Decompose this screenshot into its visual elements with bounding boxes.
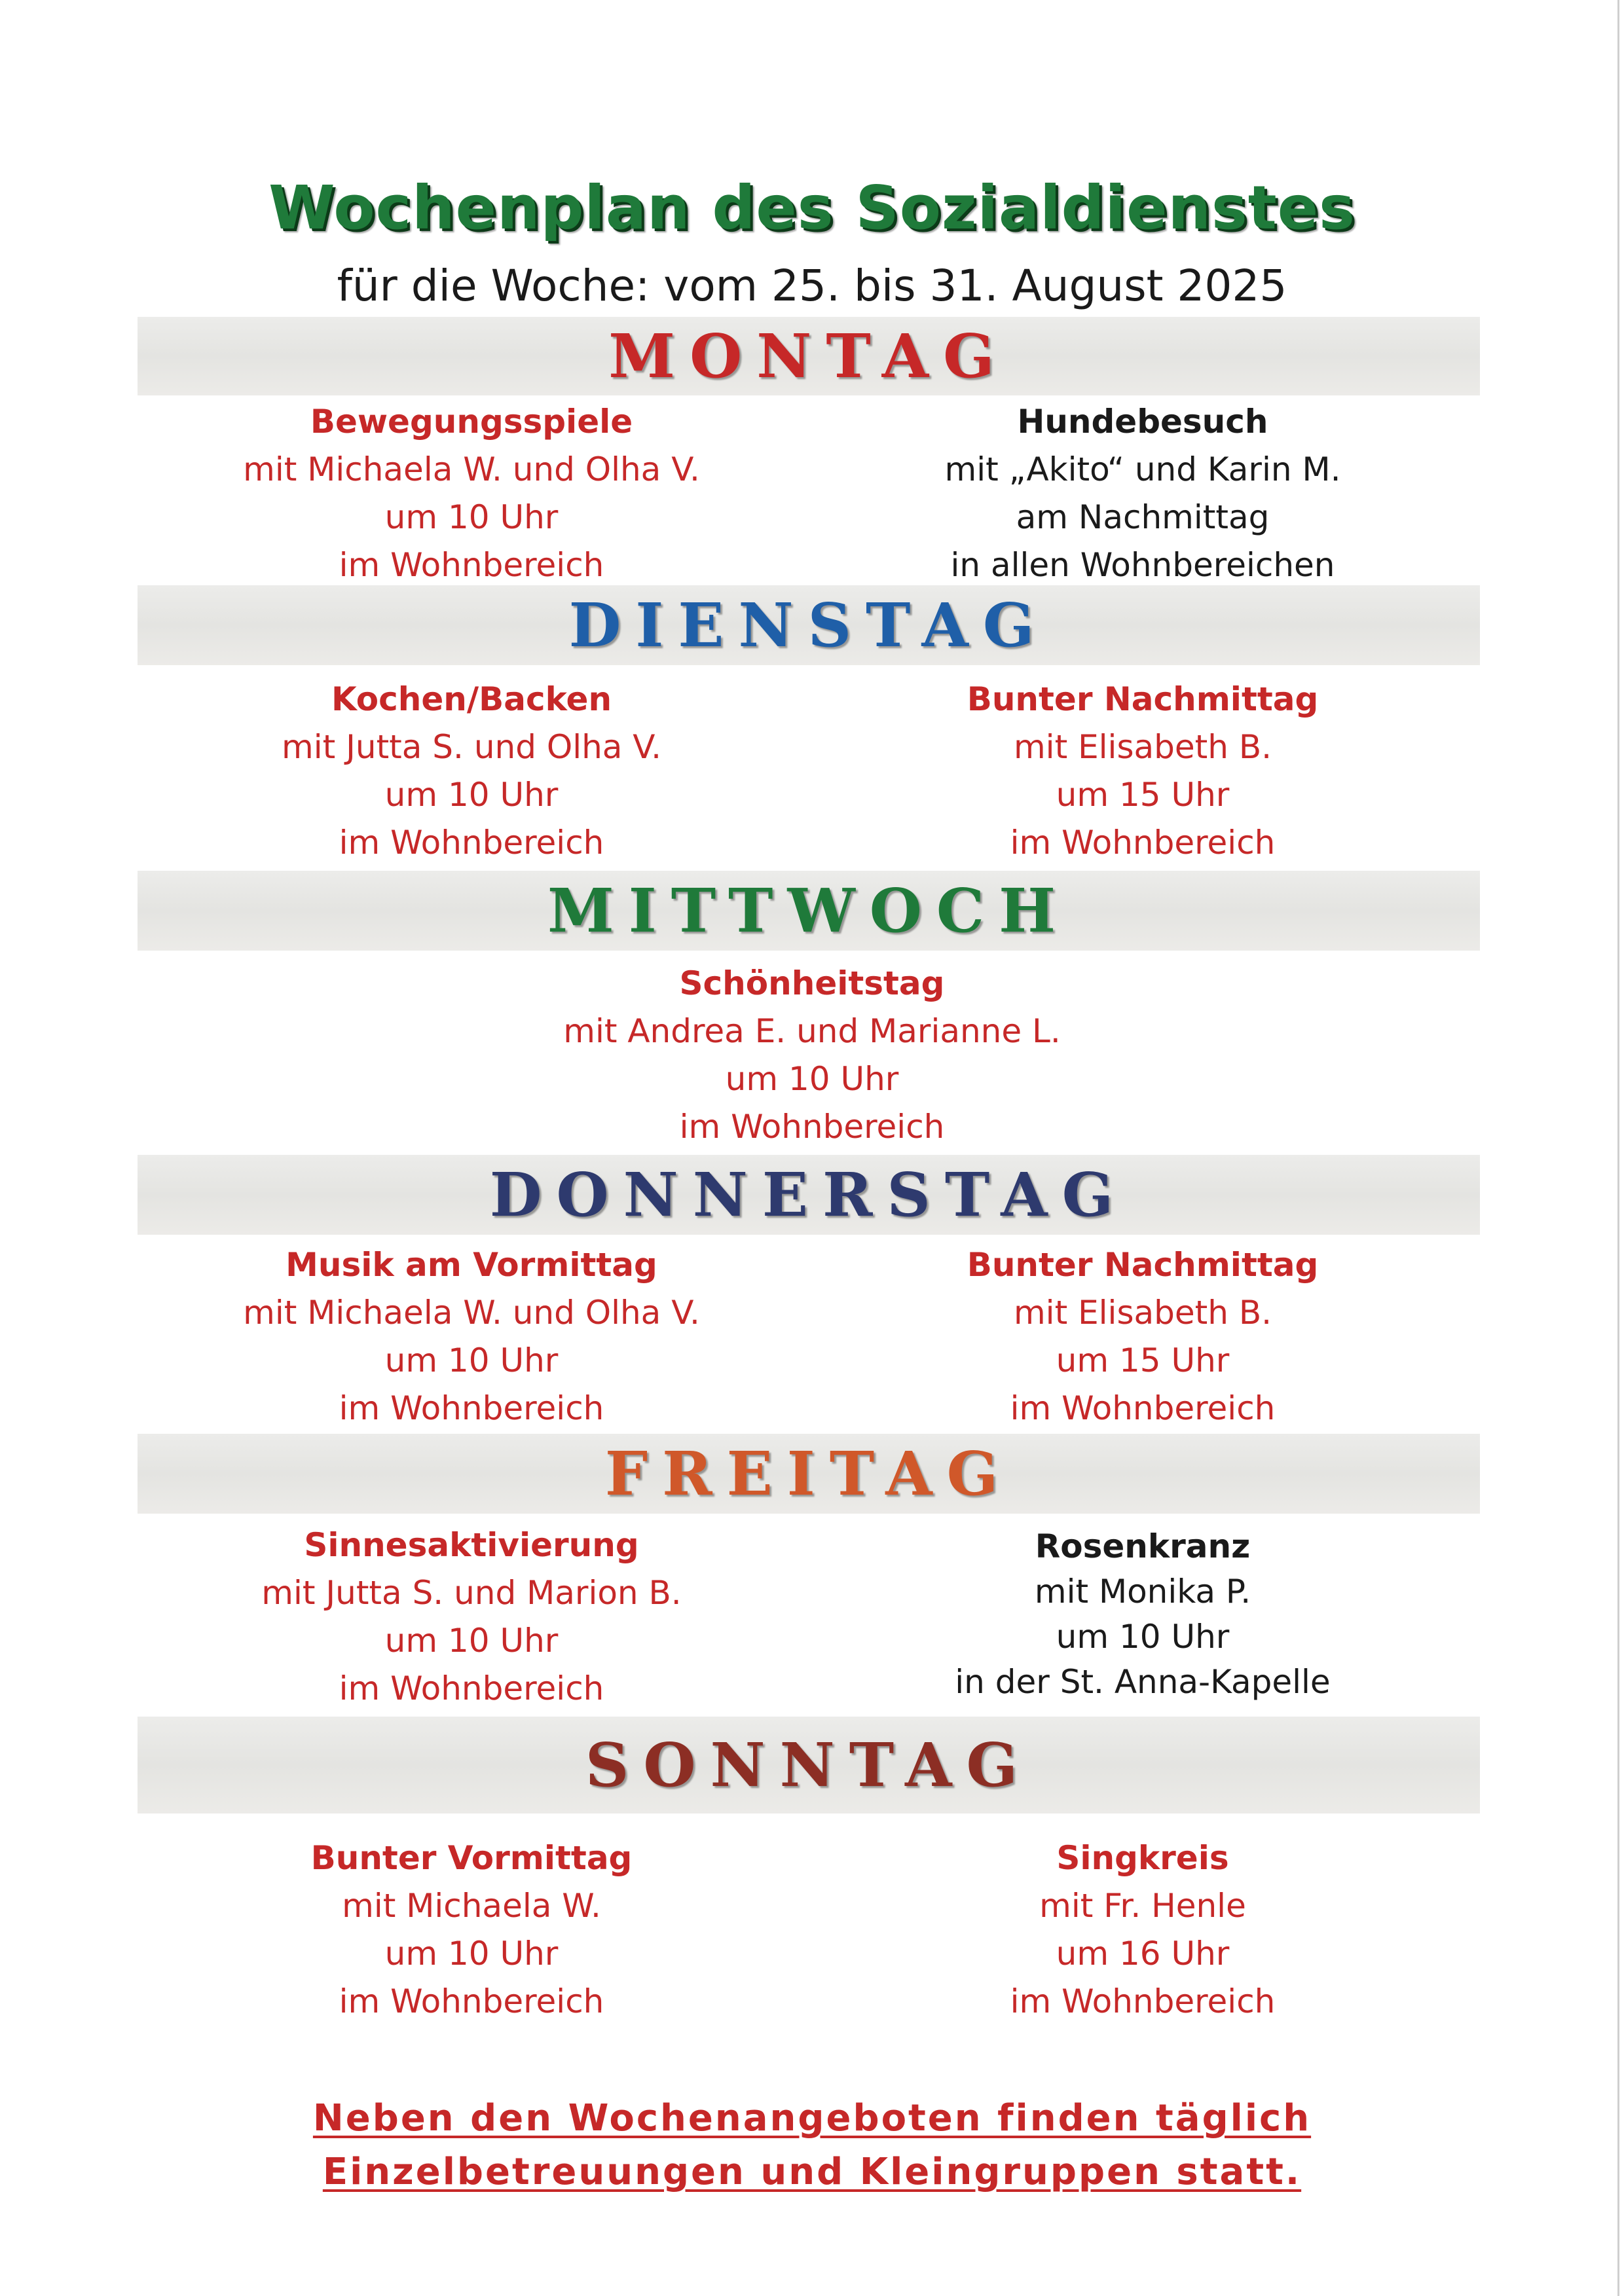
page-title: Wochenplan des Sozialdienstes (268, 173, 1356, 243)
activity-location: im Wohnbereich (1010, 824, 1276, 862)
activity-time: um 10 Uhr (384, 776, 559, 814)
scan-edge-line (1617, 0, 1619, 2296)
week-range: für die Woche: vom 25. bis 31. August 2025 (337, 261, 1287, 311)
activity-time: um 15 Uhr (1056, 1341, 1230, 1379)
day-label-freitag: FREITAG (604, 1438, 1013, 1509)
activity-name: Bunter Nachmittag (967, 1246, 1319, 1284)
activity-host: mit Andrea E. und Marianne L. (563, 1012, 1061, 1050)
activity-donnerstag-left (144, 1241, 799, 1432)
activity-location: im Wohnbereich (339, 546, 604, 584)
activity-location: im Wohnbereich (679, 1108, 945, 1146)
activity-dienstag-left (144, 676, 799, 867)
activity-sonntag-right (815, 1834, 1470, 2026)
activity-location: im Wohnbereich (339, 1982, 604, 2020)
activity-location: im Wohnbereich (339, 1669, 604, 1707)
activity-freitag-right (815, 1524, 1470, 1705)
day-band-freitag (138, 1434, 1480, 1514)
day-band-donnerstag (138, 1155, 1480, 1235)
activity-time: am Nachmittag (1016, 498, 1270, 536)
activity-time: um 10 Uhr (1056, 1618, 1230, 1656)
activity-montag-left (144, 398, 799, 589)
activity-time: um 10 Uhr (725, 1060, 899, 1098)
activity-host: mit Elisabeth B. (1013, 1294, 1272, 1332)
activity-host: mit Fr. Henle (1039, 1887, 1246, 1925)
activity-location: im Wohnbereich (339, 1389, 604, 1427)
activity-mittwoch-center (485, 960, 1139, 1151)
activity-dienstag-right (815, 676, 1470, 867)
activity-time: um 10 Uhr (384, 1341, 559, 1379)
activity-host: mit Jutta S. und Marion B. (261, 1574, 682, 1612)
activity-time: um 15 Uhr (1056, 776, 1230, 814)
day-label-dienstag: DIENSTAG (568, 590, 1049, 661)
activity-location: im Wohnbereich (1010, 1982, 1276, 2020)
day-band-montag (138, 317, 1480, 395)
activity-time: um 16 Uhr (1056, 1935, 1230, 1973)
activity-location: im Wohnbereich (1010, 1389, 1276, 1427)
activity-sonntag-left (144, 1834, 799, 2026)
activity-name: Sinnesaktivierung (304, 1526, 639, 1564)
activity-name: Kochen/Backen (331, 680, 612, 718)
activity-name: Schönheitstag (679, 964, 945, 1002)
activity-host: mit Jutta S. und Olha V. (282, 728, 661, 766)
footer-line-2: Einzelbetreuungen und Kleingruppen statt. (322, 2151, 1302, 2193)
activity-freitag-left (144, 1522, 799, 1713)
activity-name: Musik am Vormittag (286, 1246, 657, 1284)
day-band-sonntag (138, 1717, 1480, 1813)
activity-host: mit Elisabeth B. (1013, 728, 1272, 766)
activity-time: um 10 Uhr (384, 1622, 559, 1660)
day-band-mittwoch (138, 871, 1480, 951)
activity-host: mit „Akito“ und Karin M. (944, 450, 1341, 488)
footer-note (0, 2092, 1624, 2199)
activity-location: im Wohnbereich (339, 824, 604, 862)
activity-location: in allen Wohnbereichen (950, 546, 1335, 584)
footer-line-1: Neben den Wochenangeboten finden täglich (312, 2097, 1312, 2140)
day-label-mittwoch: MITTWOCH (547, 875, 1071, 946)
day-label-sonntag: SONNTAG (585, 1730, 1033, 1800)
activity-host: mit Michaela W. (342, 1887, 601, 1925)
activity-name: Hundebesuch (1017, 403, 1268, 441)
activity-host: mit Michaela W. und Olha V. (243, 450, 700, 488)
day-band-dienstag (138, 585, 1480, 665)
activity-host: mit Monika P. (1034, 1573, 1251, 1611)
activity-montag-right (815, 398, 1470, 589)
activity-time: um 10 Uhr (384, 1935, 559, 1973)
day-label-montag: MONTAG (608, 321, 1009, 392)
day-label-donnerstag: DONNERSTAG (489, 1159, 1128, 1230)
activity-name: Singkreis (1056, 1839, 1229, 1877)
activity-time: um 10 Uhr (384, 498, 559, 536)
activity-location: in der St. Anna-Kapelle (955, 1663, 1331, 1701)
activity-name: Rosenkranz (1035, 1527, 1251, 1565)
activity-name: Bunter Nachmittag (967, 680, 1319, 718)
activity-name: Bunter Vormittag (310, 1839, 633, 1877)
activity-name: Bewegungsspiele (310, 403, 633, 441)
activity-host: mit Michaela W. und Olha V. (243, 1294, 700, 1332)
activity-donnerstag-right (815, 1241, 1470, 1432)
